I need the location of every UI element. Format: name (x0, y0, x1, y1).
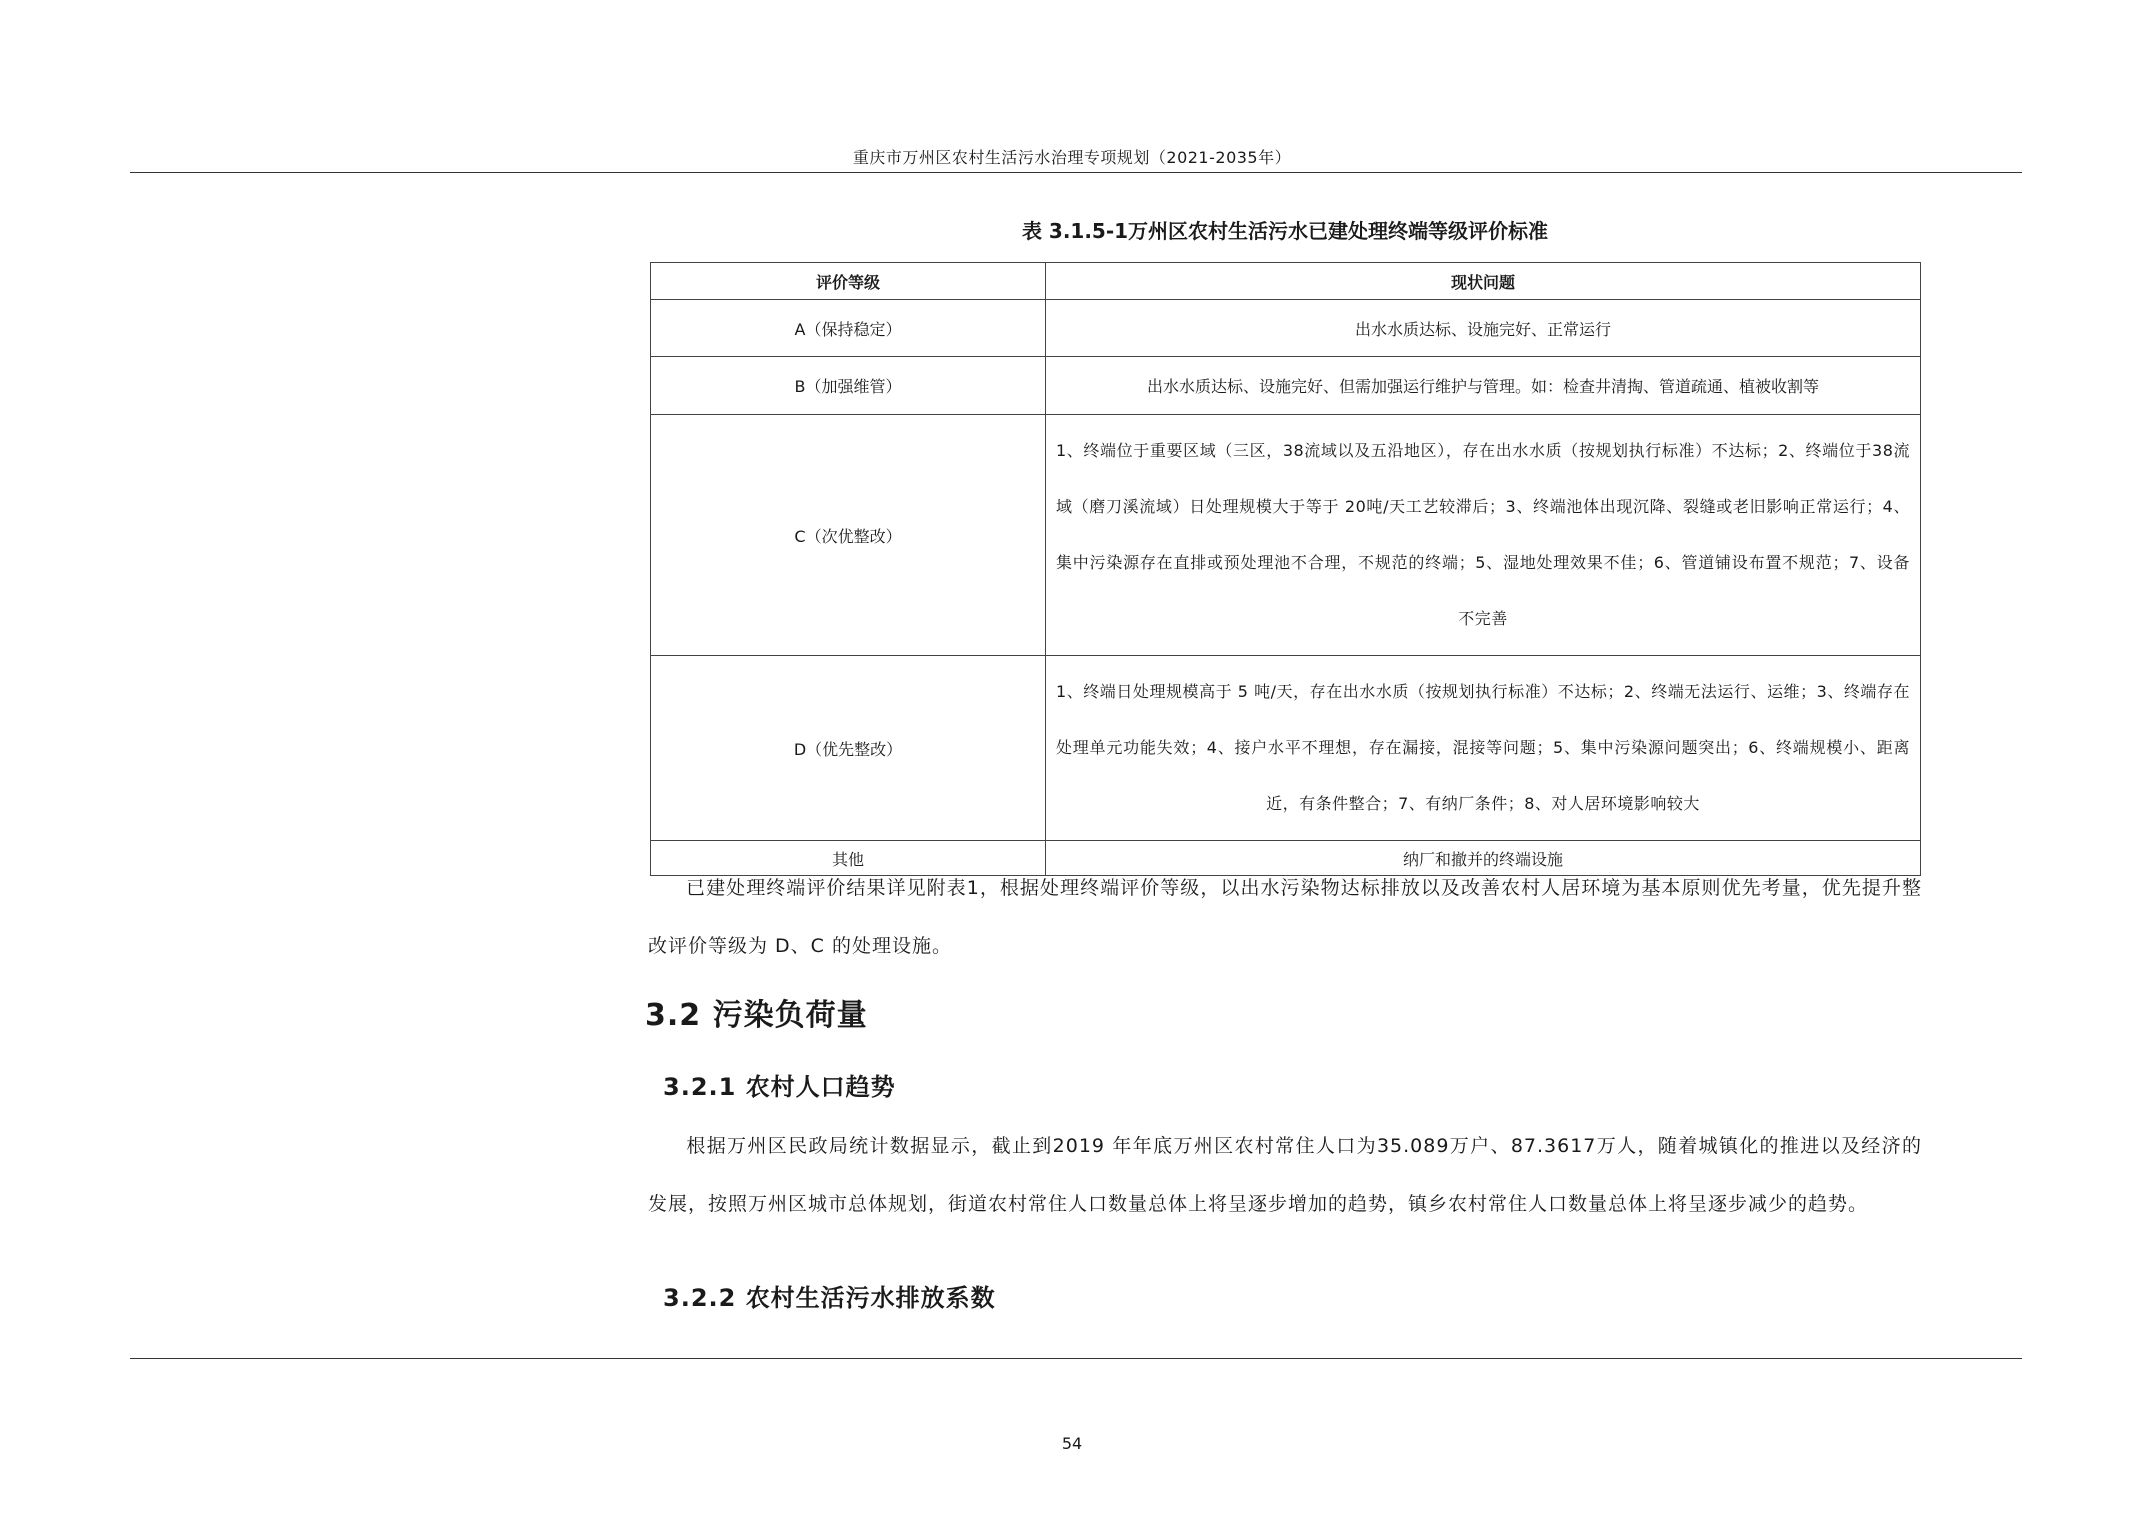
table-row (651, 415, 1921, 656)
footer-rule (130, 1358, 2022, 1359)
issue-cell: 1、终端日处理规模高于 5 吨/天，存在出水水质（按规划执行标准）不达标；2、终端无法运行、运维；3、终端存在处理单元功能失效；4、接户水平不理想，存在漏接，混接等问题；5、集中污染源问题突出；6、终端规模小、距离近，有条件整合；7、有纳厂条件；8、对人居环境影响较大 (1046, 656, 1921, 841)
table-row (651, 357, 1921, 415)
grade-cell: A（保持稳定） (651, 300, 1046, 357)
page-number: 54 (1061, 1434, 1083, 1453)
column-header-grade: 评价等级 (651, 263, 1046, 300)
paragraph-evaluation-results (648, 859, 1922, 975)
issue-cell: 出水水质达标、设施完好、但需加强运行维护与管理。如：检查井清掏、管道疏通、植被收割等 (1046, 357, 1921, 415)
paragraph-text: 已建处理终端评价结果详见附表1，根据处理终端评价等级，以出水污染物达标排放以及改善农村人居环境为基本原则优先考量，优先提升整改评价等级为 D、C 的处理设施。 (648, 877, 1922, 957)
table-header-row (651, 263, 1921, 300)
issue-cell: 1、终端位于重要区域（三区，38流域以及五沿地区），存在出水水质（按规划执行标准）不达标；2、终端位于38流域（磨刀溪流域）日处理规模大于等于 20吨/天工艺较滞后；3、终端池体出现沉降、裂缝或老旧影响正常运行；4、集中污染源存在直排或预处理池不合理，不规范的终端；5、湿地处理效果不佳；6、管道铺设布置不规范；7、设备不完善 (1046, 415, 1921, 656)
section-heading-3-2-1: 3.2.1 农村人口趋势 (663, 1073, 896, 1101)
header-rule (130, 172, 2022, 173)
issue-cell: 纳厂和撤并的终端设施 (1046, 841, 1921, 876)
grade-cell: C（次优整改） (651, 415, 1046, 656)
table-caption: 表 3.1.5-1万州区农村生活污水已建处理终端等级评价标准 (1021, 219, 1549, 243)
issue-cell: 出水水质达标、设施完好、正常运行 (1046, 300, 1921, 357)
table-row (651, 300, 1921, 357)
paragraph-text: 根据万州区民政局统计数据显示，截止到2019 年年底万州区农村常住人口为35.089万户、87.3617万人，随着城镇化的推进以及经济的发展，按照万州区城市总体规划，街道农村常住人口数量总体上将呈逐步增加的趋势，镇乡农村常住人口数量总体上将呈逐步减少的趋势。 (648, 1135, 1922, 1215)
column-header-issue: 现状问题 (1046, 263, 1921, 300)
document-header-title: 重庆市万州区农村生活污水治理专项规划（2021-2035年） (852, 148, 1292, 167)
grade-cell: 其他 (651, 841, 1046, 876)
section-heading-3-2-2: 3.2.2 农村生活污水排放系数 (663, 1284, 996, 1312)
grade-cell: D（优先整改） (651, 656, 1046, 841)
section-heading-3-2: 3.2 污染负荷量 (645, 998, 868, 1033)
grade-cell: B（加强维管） (651, 357, 1046, 415)
table-row (651, 656, 1921, 841)
paragraph-population-trend (648, 1117, 1922, 1233)
evaluation-table (650, 262, 1921, 876)
